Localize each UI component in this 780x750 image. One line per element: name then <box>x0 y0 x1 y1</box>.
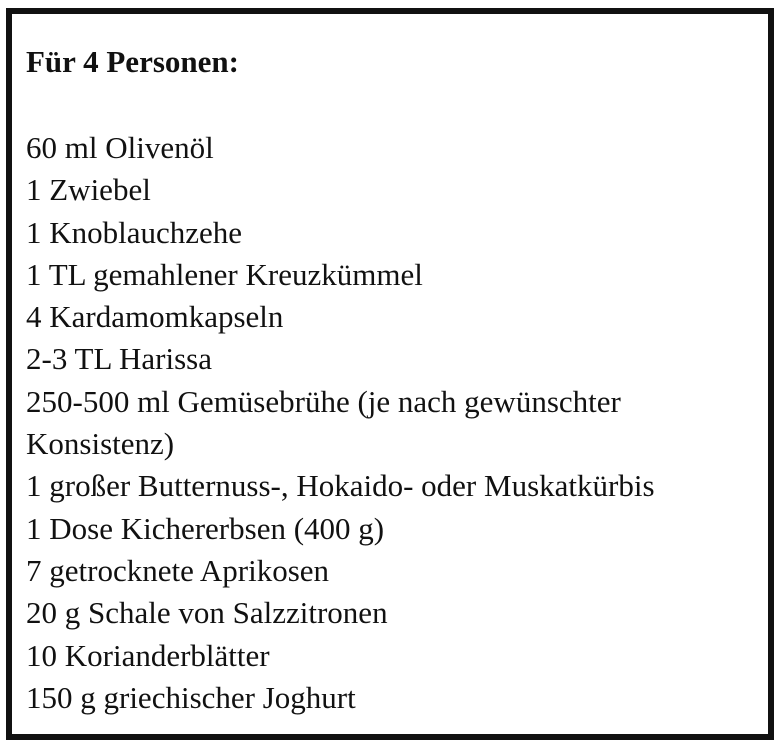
ingredient-line: 250-500 ml Gemüsebrühe (je nach gewünschter <box>26 383 621 419</box>
ingredient-line: 1 Knoblauchzehe <box>26 214 243 250</box>
ingredients-box <box>6 8 774 740</box>
ingredient-line: 7 getrocknete Aprikosen <box>26 552 330 588</box>
ingredient-line: 1 Zwiebel <box>26 172 151 208</box>
ingredient-line: 20 g Schale von Salzzitronen <box>26 595 388 631</box>
ingredient-line: 60 ml Olivenöl <box>26 130 214 165</box>
ingredient-line: 150 g griechischer Joghurt <box>26 679 356 715</box>
ingredient-line: 10 Korianderblätter <box>26 637 270 673</box>
ingredient-line: 1 TL gemahlener Kreuzkümmel <box>26 256 423 292</box>
ingredient-line: 1 Dose Kichererbsen (400 g) <box>26 510 385 546</box>
ingredient-list <box>26 127 766 719</box>
ingredient-line: 2-3 TL Harissa <box>26 341 212 377</box>
ingredient-line: 1 großer Butternuss-, Hokaido- oder Muskatkürbis <box>26 468 655 504</box>
ingredient-line: Konsistenz) <box>26 426 175 462</box>
servings-heading: Für 4 Personen: <box>26 44 239 79</box>
ingredient-line: 4 Kardamomkapseln <box>26 299 284 335</box>
